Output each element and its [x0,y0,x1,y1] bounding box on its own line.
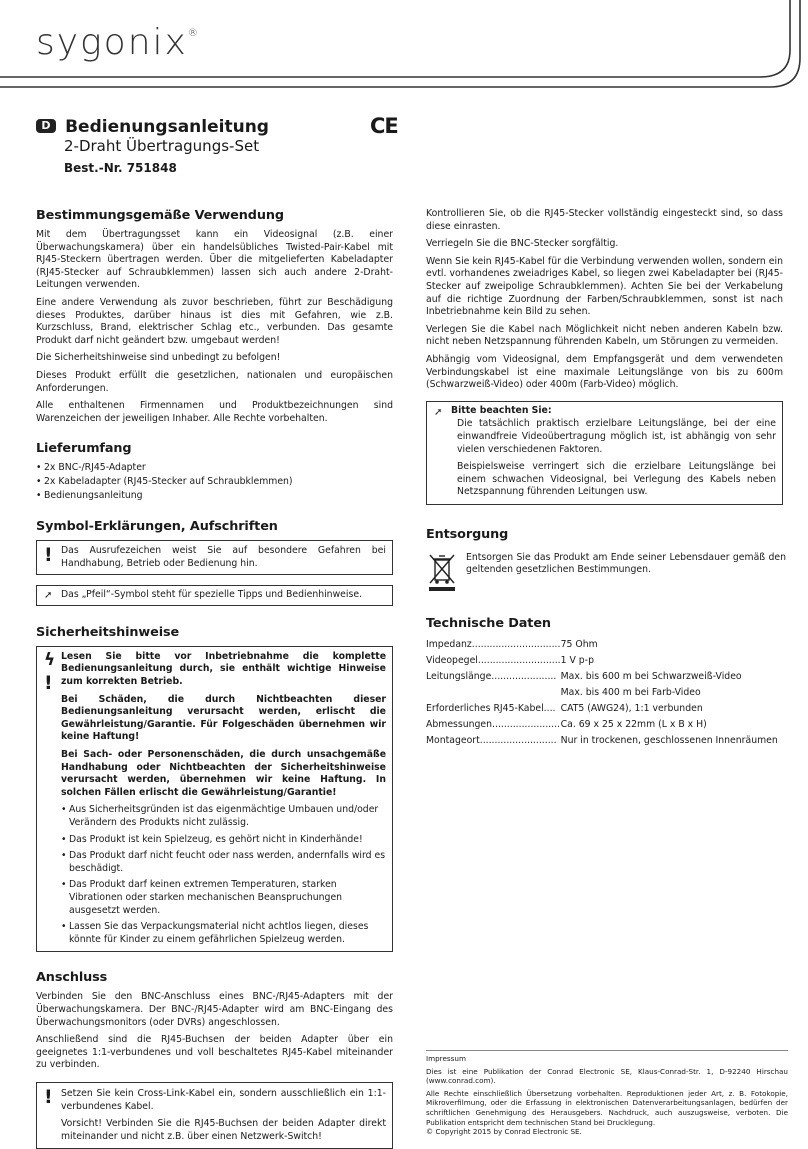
connection-paragraph: Verbinden Sie den BNC-Anschluss eines BNC-/RJ45-Adapters mit der Überwachungskamera. Der BNC-/RJ45-Adapter wird am BNC-Eingang des Überwachungsmonitors (oder DVRs) angeschlossen. [36,991,393,1028]
usage-paragraph: Mit dem Übertragungsset kann ein Videosignal (z.B. einer Überwachungskamera) über ein handelsübliches Twisted-Pair-Kabel mit RJ45-Steckern übertragen werden. Über die mitgelieferten Kabeladapter (RJ45-Stecker auf Schraubklemmen) lassen sich auch andere 2-Draht-Leitungen verwenden. [36,229,393,291]
tech-value: 1 V p-p [560,654,594,666]
connection-paragraph: Wenn Sie kein RJ45-Kabel für die Verbindung verwenden wollen, sondern ein evtl. vorhandenes zweiadriges Kabel, so liegen zwei Kabeladapter bei (RJ45-Stecker auf zweipolige Schraubklemmen). Achten Sie bei der Verkabelung auf die richtige Zuordnung der Farben/Schraubklemmen, sonst ist nach Inbetriebnahme kein Bild zu sehen. [426,255,783,318]
table-row [426,653,778,669]
tech-value: 75 Ohm [560,638,598,650]
note-text: Beispielsweise verringert sich die erzielbare Leitungslänge bei einem schwachen Videosignal, bei Verlegung des Kabels neben Netzspannung führenden Leitungen usw. [457,461,776,498]
table-row [426,717,778,733]
tech-heading: Technische Daten [426,615,551,631]
connection-paragraph: Anschließend sind die RJ45-Buchsen der beiden Adapter über ein geeignetes 1:1-verbundenes und voll beschaltetes RJ45-Kabel miteinander zu verbinden. [36,1034,393,1071]
lightning-icon: ϟ [44,649,56,670]
exclamation-icon: ! [44,671,53,694]
usage-paragraph: Die Sicherheitshinweise sind unbedingt zu befolgen! [36,352,281,364]
tech-value: Max. bis 600 m bei Schwarzweiß-Video [560,670,742,682]
safety-list [61,804,386,946]
usage-paragraph: Eine andere Verwendung als zuvor beschrieben, führt zur Beschädigung dieses Produktes, darüber hinaus ist dies mit Gefahren, wie z.B. Kurzschluss, Brand, elektrischer Schlag etc., verbunden. Das gesamte Produkt darf nicht geändert bzw. umgebaut werden! [36,296,393,346]
connection-paragraph: Verriegeln Sie die BNC-Stecker sorgfältig. [426,238,619,250]
disposal-block [426,548,786,596]
safety-heading: Sicherheitshinweise [36,624,180,640]
tech-label: Montageort [426,734,480,746]
arrow-icon: ➚ [434,406,443,418]
tech-table [426,637,778,749]
table-row [426,685,778,701]
tech-value: Max. bis 400 m bei Farb-Video [560,686,701,698]
exclamation-text: Das Ausrufezeichen weist Sie auf besondere Gefahren bei Handhabung, Betrieb oder Bedienung hin. [61,545,386,569]
safety-bold-text: Bei Sach- oder Personenschäden, die durch unsachgemäße Handhabung oder Nichtbeachten der Sicherheitshinweise verursacht werden, übernehmen wir keine Haftung. In solchen Fällen erlischt die Gewährleistung/Garantie! [61,749,386,798]
tech-dots: .... [543,702,556,714]
tech-label: Leitungslänge [426,670,492,682]
right-column [426,208,786,749]
warning-text: Vorsicht! Verbinden Sie die RJ45-Buchsen der beiden Adapter direkt miteinander und nicht z.B. über einen Netzwerk-Switch! [61,1118,386,1142]
disposal-heading: Entsorgung [426,526,509,542]
imprint-line: © Copyright 2015 by Conrad Electronic SE. [426,1127,582,1137]
usage-heading: Bestimmungsgemäße Verwendung [36,208,284,223]
connection-warning-box [36,1082,393,1149]
tech-value: Nur in trockenen, geschlossenen Innenräumen [560,734,778,746]
delivery-list [36,462,393,502]
disposal-text: Entsorgen Sie das Produkt am Ende seiner Lebensdauer gemäß den geltenden gesetzlichen Bestimmungen. [466,551,786,576]
list-item: • Das Produkt darf keinen extremen Temperaturen, starken Vibrationen oder starken mechanischen Beanspruchungen ausgesetzt werden. [61,879,386,917]
imprint-line: Dies ist eine Publikation der Conrad Electronic SE, Klaus-Conrad-Str. 1, D-92240 Hirschau (www.conrad.com). [426,1066,788,1086]
connection-heading: Anschluss [36,970,108,986]
tech-label: Videopegel [426,654,478,666]
list-item: • Aus Sicherheitsgründen ist das eigenmächtige Umbauen und/oder Verändern des Produkts nicht zulässig. [61,804,386,829]
tech-dots: ............................ [477,654,561,666]
table-row [426,701,778,717]
exclamation-icon: ! [44,1085,53,1108]
list-item: • Das Produkt darf nicht feucht oder nass werden, andernfalls wird es beschädigt. [61,850,386,875]
list-item: • Das Produkt ist kein Spielzeug, es gehört nicht in Kinderhände! [61,834,386,847]
note-text: Die tatsächlich praktisch erzielbare Leitungslänge, bei der eine einwandfreie Videoübertragung möglich ist, ist abhängig von sehr vielen verschiedenen Faktoren. [457,418,776,455]
list-item: • Lassen Sie das Verpackungsmaterial nicht achtlos liegen, dieses könnte für Kinder zu einem gefährlichen Spielzeug werden. [61,921,386,946]
tech-value: CAT5 (AWG24), 1:1 verbunden [560,702,703,714]
brand-logo: sygonix® [36,22,200,63]
imprint-title: Impressum [426,1054,466,1063]
table-row [426,669,778,685]
left-column [36,208,393,1149]
header-frame [0,0,808,100]
tech-label: Impedanz [426,638,472,650]
safety-bold-text: Bei Schäden, die durch Nichtbeachten dieser Bedienungsanleitung verursacht werden, erlischt die Gewährleistung/Garantie. Für Folgeschäden übernehmen wir keine Haftung! [61,693,386,743]
connection-paragraph: Verlegen Sie die Kabel nach Möglichkeit nicht neben anderen Kabeln bzw. nicht neben Netzspannung führenden Kabeln, um Störungen zu vermeiden. [426,323,783,348]
safety-box [36,646,393,952]
delivery-heading: Lieferumfang [36,441,132,457]
arrow-text: Das „Pfeil“-Symbol steht für spezielle Tipps und Bedienhinweise. [61,589,363,601]
tech-dots: .......................... [479,734,557,746]
note-box [426,401,783,505]
list-item: • 2x BNC-/RJ45-Adapter [36,462,393,475]
arrow-icon: ➚ [44,590,53,602]
symbols-heading: Symbol-Erklärungen, Aufschriften [36,519,278,535]
imprint [426,1050,788,1137]
list-item: • 2x Kabeladapter (RJ45-Stecker auf Schraubklemmen) [36,476,393,489]
note-title: Bitte beachten Sie: [451,404,552,416]
tech-dots: ....................... [492,718,561,730]
tech-value: Ca. 69 x 25 x 22mm (L x B x H) [560,718,707,730]
connection-paragraph: Kontrollieren Sie, ob die RJ45-Stecker vollständig eingesteckt sind, so dass diese einrasten. [426,208,783,232]
ce-mark: CE [370,114,398,138]
language-badge: D [36,119,56,133]
table-row [426,637,778,653]
imprint-line: Alle Rechte einschließlich Übersetzung vorbehalten. Reproduktionen jeder Art, z. B. Fotokopie, Mikroverfilmung, oder die Erfassung in elektronischen Datenverarbeitungsanlagen, bedürfen der schriftlichen Genehmigung des Herausgebers. Nachdruck, auch auszugsweise, verboten. Die Publikation entspricht dem technischen Stand bei Drucklegung. [426,1088,788,1127]
list-item: • Bedienungsanleitung [36,490,393,503]
title-block [36,117,269,137]
exclamation-icon: ! [44,544,53,567]
tech-dots: ...................... [491,670,557,682]
usage-paragraph: Dieses Produkt erfüllt die gesetzlichen, nationalen und europäischen Anforderungen. [36,369,393,394]
arrow-box [36,585,393,606]
item-number: Best.-Nr. 751848 [64,161,177,175]
usage-paragraph: Alle enthaltenen Firmennamen und Produktbezeichnungen sind Warenzeichen der jeweiligen Inhaber. Alle Rechte vorbehalten. [36,400,393,424]
tech-label: Abmessungen [426,718,493,730]
safety-bold-text: Lesen Sie bitte vor Inbetriebnahme die komplette Bedienungsanleitung durch, sie enthält wichtige Hinweise zum korrekten Betrieb. [61,650,386,688]
connection-paragraph: Abhängig vom Videosignal, dem Empfangsgerät und dem verwendeten Verbindungskabel ist eine maximale Leitungslänge von bis zu 600m (Schwarzweiß-Video) oder 400m (Farb-Video) möglich. [426,353,783,391]
tech-label: Erforderliches RJ45-Kabel [426,702,544,714]
tech-dots: .............................. [471,638,561,650]
table-row [426,733,778,749]
exclamation-box [36,540,393,575]
warning-text: Setzen Sie kein Cross-Link-Kabel ein, sondern ausschließlich ein 1:1-verbundenes Kabel. [61,1087,386,1112]
subtitle: 2-Draht Übertragungs-Set [64,137,260,155]
crossed-bin-icon [428,552,456,592]
page-title: Bedienungsanleitung [65,117,269,137]
